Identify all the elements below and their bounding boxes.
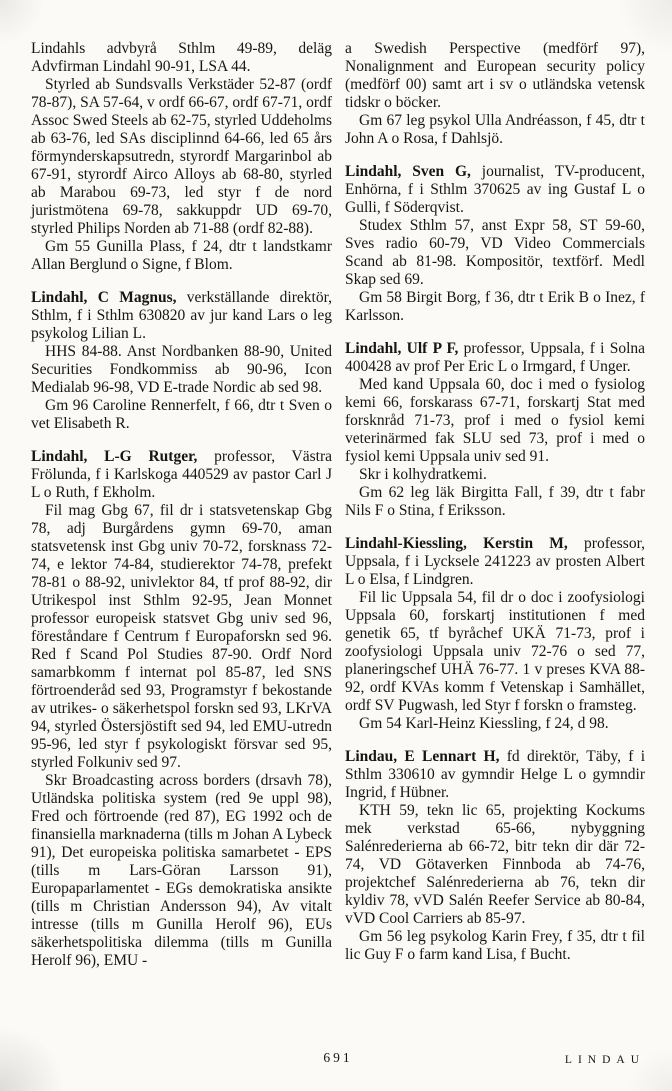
paragraph-text: Gm 67 leg psykol Ulla Andréasson, f 45, dtr t John A o Rosa, f Dahlsjö. [345, 112, 645, 147]
paragraph-text: professor, Uppsala, f i Solna 400428 av prof Per Eric L o Irmgard, f Unger. [345, 340, 646, 375]
paragraph-text: HHS 84-88. Anst Nordbanken 88-90, United Securities Fondkommiss ab 90-96, Icon Medialab 96-98, VD E-trade Nordic ab sed 98. [31, 343, 332, 396]
text-column-right [345, 40, 645, 964]
body-paragraph [31, 343, 332, 397]
entry-name: Lindahl, C Magnus, [31, 289, 177, 306]
paragraph-text: fd direktör, Täby, f i Sthlm 330610 av gymndir Helge L o gymndir Ingrid, f Hübner. [345, 748, 645, 801]
body-paragraph [31, 76, 332, 238]
page-footer [31, 1049, 645, 1069]
body-paragraph [345, 484, 645, 520]
body-paragraph [31, 238, 332, 274]
paragraph-text: Lindahls advbyrå Sthlm 49-89, deläg Advfirman Lindahl 90-91, LSA 44. [31, 40, 332, 75]
body-paragraph [345, 466, 645, 484]
running-head: LINDAU [564, 1054, 645, 1066]
body-paragraph [345, 715, 645, 733]
entry-name: Lindahl, L-G Rutger, [31, 448, 198, 465]
entry-paragraph [345, 340, 645, 376]
paragraph-text: Med kand Uppsala 60, doc i med o fysiolog kemi 66, forskarass 67-71, forskartj Stat med forsknråd 71-73, prof i med o fysiol kemi veterinärmed fak SLU sed 73, prof i med o fysiol kemi Uppsala univ sed 91. [345, 376, 645, 465]
paragraph-text: Gm 54 Karl-Heinz Kiessling, f 24, d 98. [359, 715, 609, 732]
page-number: 691 [323, 1050, 353, 1065]
body-paragraph [31, 502, 332, 772]
entry-paragraph [31, 448, 332, 502]
body-paragraph [345, 289, 645, 325]
paragraph-text: Styrled ab Sundsvalls Verkstäder 52-87 (ordf 78-87), SA 57-64, v ordf 66-67, ordf 67-71, ordf Assoc Swed Steels ab 62-75, styrled Uddeholms ab 63-76, led SAs disciplinnd 64-66, led 65 års förmynderskapsutredn, styrordf Margarinbol ab 67-91, styrordf Airco Alloys ab 68-80, styrled ab Marabou 69-73, led styr f de nord juristmötena 69-78, sakkuppdr UD 69-70, styrled Philips Norden ab 71-88 (ordf 82-88). [31, 76, 332, 237]
entry-name: Lindahl-Kiessling, Kerstin M, [345, 535, 568, 552]
paragraph-text: Gm 96 Caroline Rennerfelt, f 66, dtr t Sven o vet Elisabeth R. [31, 397, 332, 432]
paragraph-text: professor, Västra Frölunda, f i Karlskoga 440529 av pastor Carl J L o Ruth, f Ekholm. [31, 448, 333, 501]
body-paragraph [345, 217, 645, 289]
entry-paragraph [31, 289, 332, 343]
body-paragraph [31, 40, 332, 76]
paragraph-text: verkställande direktör, Sthlm, f i Sthlm 630820 av jur kand Lars o leg psykolog Lilian L. [31, 289, 332, 342]
paragraph-text: KTH 59, tekn lic 65, projekting Kockums mek verkstad 65-66, nybyggning Salénrederierna ab 66-72, bitr tekn dir där 72-74, VD Götaverken Finnboda ab 74-76, projektchef Salénrederierna ab 76, tekn dir kyldiv 78, vVD Salén Reefer Service ab 80-84, vVD Cool Carriers ab 85-97. [345, 802, 645, 927]
paragraph-text: Fil mag Gbg 67, fil dr i statsvetenskap Gbg 78, adj Burgårdens gymn 69-70, aman statsvetensk inst Gbg univ 70-72, forsknass 72-74, e lektor 74-84, studierektor 74-78, prefekt 78-81 o 88-92, univlektor 84, tf prof 88-92, dir Utrikespol inst Sthlm 92-95, Jean Monnet professor europeisk statsvet Gbg univ sed 96, föreståndare f Centrum f Europaforskn sed 96. Red f Scand Pol Studies 87-90. Ordf Nord samarbkomm f internat pol 85-87, led SNS förtroenderåd sed 93, Programstyr f bekostande av utrikes- o säkerhetspol forskn sed 93, LKrVA 94, styrled Östersjöstift sed 94, led EMU-utredn 95-96, led styr f psykologiskt försvar sed 95, styrled Folkuniv sed 97. [31, 502, 332, 771]
paragraph-text: Skr Broadcasting across borders (drsavh 78), Utländska politiska system (red 9e uppl 98), Fred och förtroende (red 87), EG 1992 och de finansiella marknaderna (tills m Johan A Lybeck 91), Det europeiska politiska samarbetet - EPS (tills m Lars-Göran Larsson 91), Europaparlamentet - EGs demokratiska ansikte (tills m Christian Andersson 94), Av vitalt intresse (tills m Gunilla Herolf 96), EUs säkerhetspolitiska dilemma (tills m Gunilla Herolf 96), EMU - [31, 772, 332, 969]
entry-paragraph [345, 535, 645, 589]
body-paragraph [345, 376, 645, 466]
body-paragraph [345, 112, 645, 148]
body-paragraph [345, 589, 645, 715]
body-paragraph [345, 802, 645, 928]
paragraph-text: Fil lic Uppsala 54, fil dr o doc i zoofysiologi Uppsala 60, forskartj institutionen f med genetik 65, tf byråchef UKÄ 71-73, prof i zoofysiologi Uppsala univ 72-76 o sed 77, planeringschef UHÄ 76-77. 1 v preses KVA 88-92, ordf KVAs komm f Vetenskap i Samhället, ordf SV Pugwash, led Styr f forskn o framsteg. [345, 589, 645, 714]
paragraph-text: Studex Sthlm 57, anst Expr 58, ST 59-60, Sves radio 60-79, VD Video Commercials Scand ab 81-98. Kompositör, textförf. Medl Skap sed 69. [345, 217, 645, 288]
entry-name: Lindau, E Lennart H, [345, 748, 500, 765]
paragraph-text: a Swedish Perspective (medförf 97), Nonalignment and European security policy (medförf 00) samt art i sv o utländska vetensk tidskr o böcker. [345, 40, 645, 111]
entry-name: Lindahl, Ulf P F, [345, 340, 459, 357]
entry-paragraph [345, 748, 645, 802]
paragraph-text: journalist, TV-producent, Enhörna, f i Sthlm 370625 av ing Gustaf L o Gulli, f Söderqvist. [345, 163, 645, 216]
entry-name: Lindahl, Sven G, [345, 163, 471, 180]
body-paragraph [345, 40, 645, 112]
paragraph-text: Gm 55 Gunilla Plass, f 24, dtr t landstkamr Allan Berglund o Signe, f Blom. [31, 238, 332, 273]
entry-paragraph [345, 163, 645, 217]
body-paragraph [31, 772, 332, 970]
paragraph-text: Gm 56 leg psykolog Karin Frey, f 35, dtr t fil lic Guy F o farm kand Lisa, f Bucht. [345, 928, 645, 963]
paragraph-text: Skr i kolhydratkemi. [359, 466, 487, 483]
paragraph-text: Gm 58 Birgit Borg, f 36, dtr t Erik B o Inez, f Karlsson. [345, 289, 645, 324]
text-column-left [31, 40, 332, 970]
paragraph-text: Gm 62 leg läk Birgitta Fall, f 39, dtr t fabr Nils F o Stina, f Eriksson. [345, 484, 645, 519]
body-paragraph [345, 928, 645, 964]
body-paragraph [31, 397, 332, 433]
paragraph-text: professor, Uppsala, f i Lycksele 241223 av prosten Albert L o Elsa, f Lindgren. [345, 535, 645, 588]
